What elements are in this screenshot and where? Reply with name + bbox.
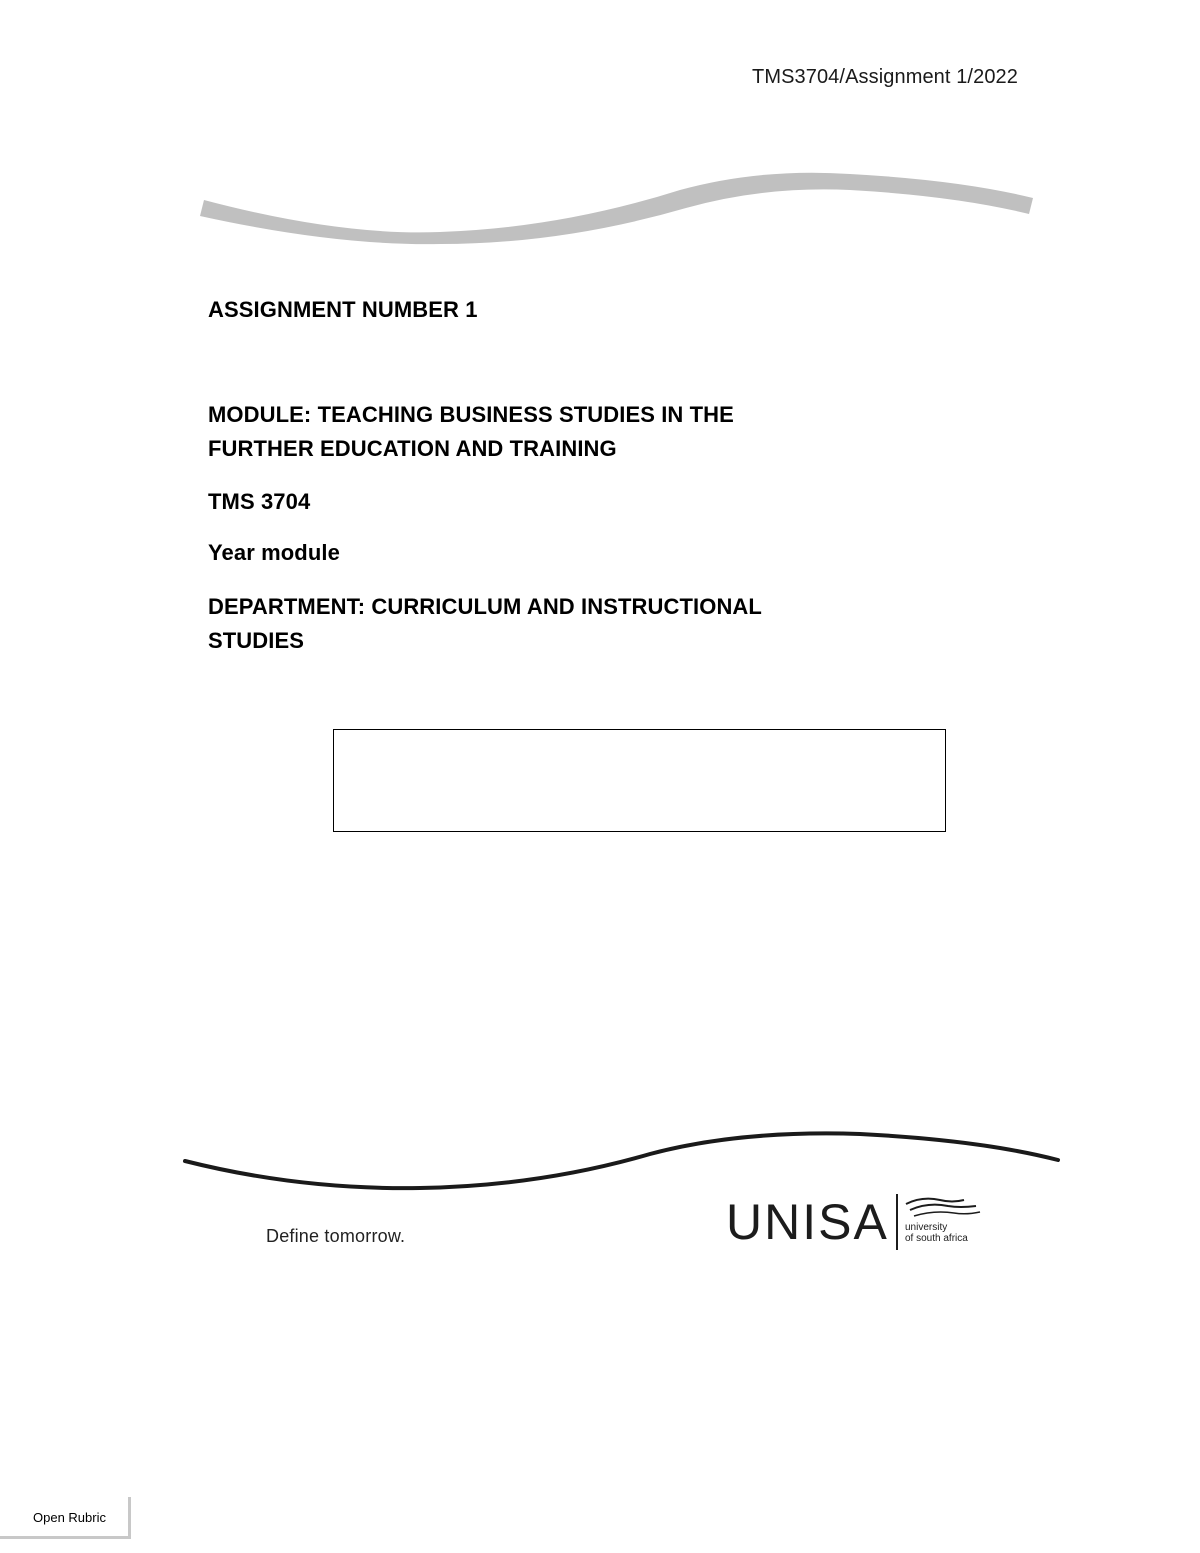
logo-wordmark: UNISA [726,1194,889,1250]
logo-subtitle-line-2: of south africa [905,1233,968,1244]
decorative-top-wave [0,0,1200,260]
module-title-line-1: MODULE: TEACHING BUSINESS STUDIES IN THE [208,402,734,427]
department-line-1: DEPARTMENT: CURRICULUM AND INSTRUCTIONAL [208,594,762,619]
logo-subtitle-line-1: university [905,1222,948,1233]
module-title-line-2: FURTHER EDUCATION AND TRAINING [208,436,617,461]
logo-wave-emblem-icon [904,1194,984,1222]
department-line-2: STUDIES [208,628,305,653]
tagline: Define tomorrow. [266,1226,406,1246]
unisa-logo [726,1190,986,1254]
module-code: TMS 3704 [208,489,311,514]
empty-bordered-box [333,729,946,832]
assignment-title: ASSIGNMENT NUMBER 1 [208,297,478,322]
module-type: Year module [208,540,340,565]
header-reference: TMS3704/Assignment 1/2022 [752,66,1018,88]
logo-divider [896,1194,898,1250]
open-rubric-button[interactable]: Open Rubric [0,1497,131,1539]
